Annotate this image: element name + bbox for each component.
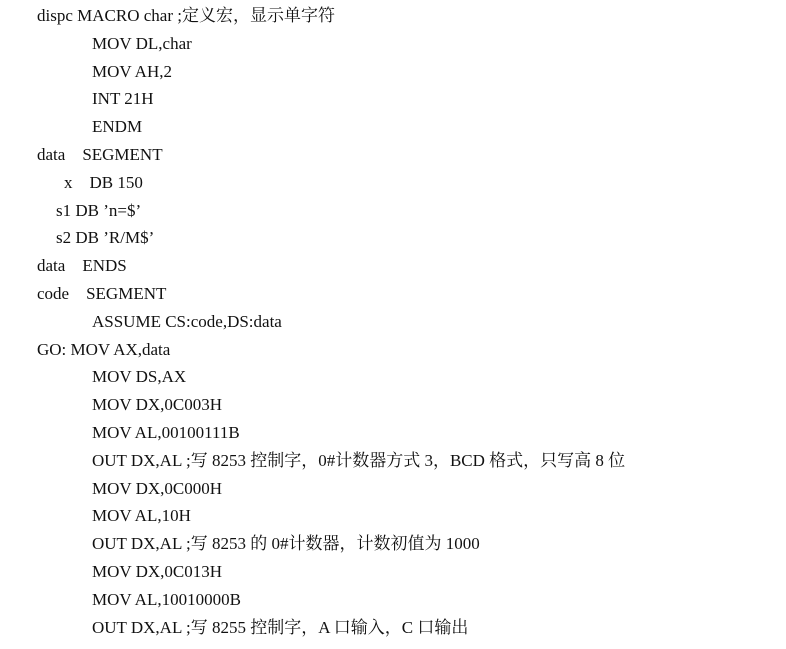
code-line — [0, 475, 786, 503]
code-line — [0, 85, 786, 113]
code-line — [0, 252, 786, 280]
code-text: OUT DX,AL ;写 8255 控制字，A 口输入，C 口输出 — [92, 617, 469, 637]
code-line — [0, 308, 786, 336]
code-text: MOV DX,0C000H — [92, 478, 223, 498]
code-line — [0, 224, 786, 252]
code-line — [0, 336, 786, 364]
code-text: MOV DL,char — [92, 33, 192, 53]
code-line — [0, 586, 786, 614]
code-text: code SEGMENT — [37, 283, 167, 303]
code-line — [0, 530, 786, 558]
code-text: MOV DS,AX — [92, 367, 187, 387]
code-text: MOV DX,0C013H — [92, 561, 223, 581]
code-text: MOV AL,10H — [92, 506, 191, 526]
code-listing — [0, 2, 786, 641]
code-text: MOV DX,0C003H — [92, 395, 223, 415]
code-line — [0, 614, 786, 642]
code-text: INT 21H — [92, 89, 154, 109]
code-text: data SEGMENT — [37, 144, 163, 164]
code-text: OUT DX,AL ;写 8253 的 0#计数器，计数初值为 1000 — [92, 534, 480, 554]
code-line — [0, 30, 786, 58]
code-text: MOV AH,2 — [92, 61, 172, 81]
code-line — [0, 2, 786, 30]
code-text: MOV AL,00100111B — [92, 422, 240, 442]
code-text: OUT DX,AL ;写 8253 控制字，0#计数器方式 3，BCD 格式，只写高 8 位 — [92, 450, 626, 470]
code-line — [0, 363, 786, 391]
code-line — [0, 447, 786, 475]
code-line — [0, 419, 786, 447]
code-text: MOV AL,10010000B — [92, 589, 241, 609]
code-text: dispc MACRO char ;定义宏，显示单字符 — [37, 6, 335, 25]
code-line — [0, 502, 786, 530]
code-line — [0, 197, 786, 225]
code-line — [0, 558, 786, 586]
code-line — [0, 280, 786, 308]
code-line — [0, 169, 786, 197]
code-line — [0, 58, 786, 86]
code-text: x DB 150 — [64, 172, 143, 192]
code-text: s2 DB ’R/M$’ — [56, 228, 155, 248]
code-line — [0, 113, 786, 141]
code-text: ENDM — [92, 117, 143, 137]
code-text: data ENDS — [37, 256, 127, 276]
code-text: s1 DB ’n=$’ — [56, 200, 142, 220]
code-text: ASSUME CS:code,DS:data — [92, 311, 282, 331]
code-line — [0, 391, 786, 419]
code-text: GO: MOV AX,data — [37, 339, 171, 359]
code-line — [0, 141, 786, 169]
